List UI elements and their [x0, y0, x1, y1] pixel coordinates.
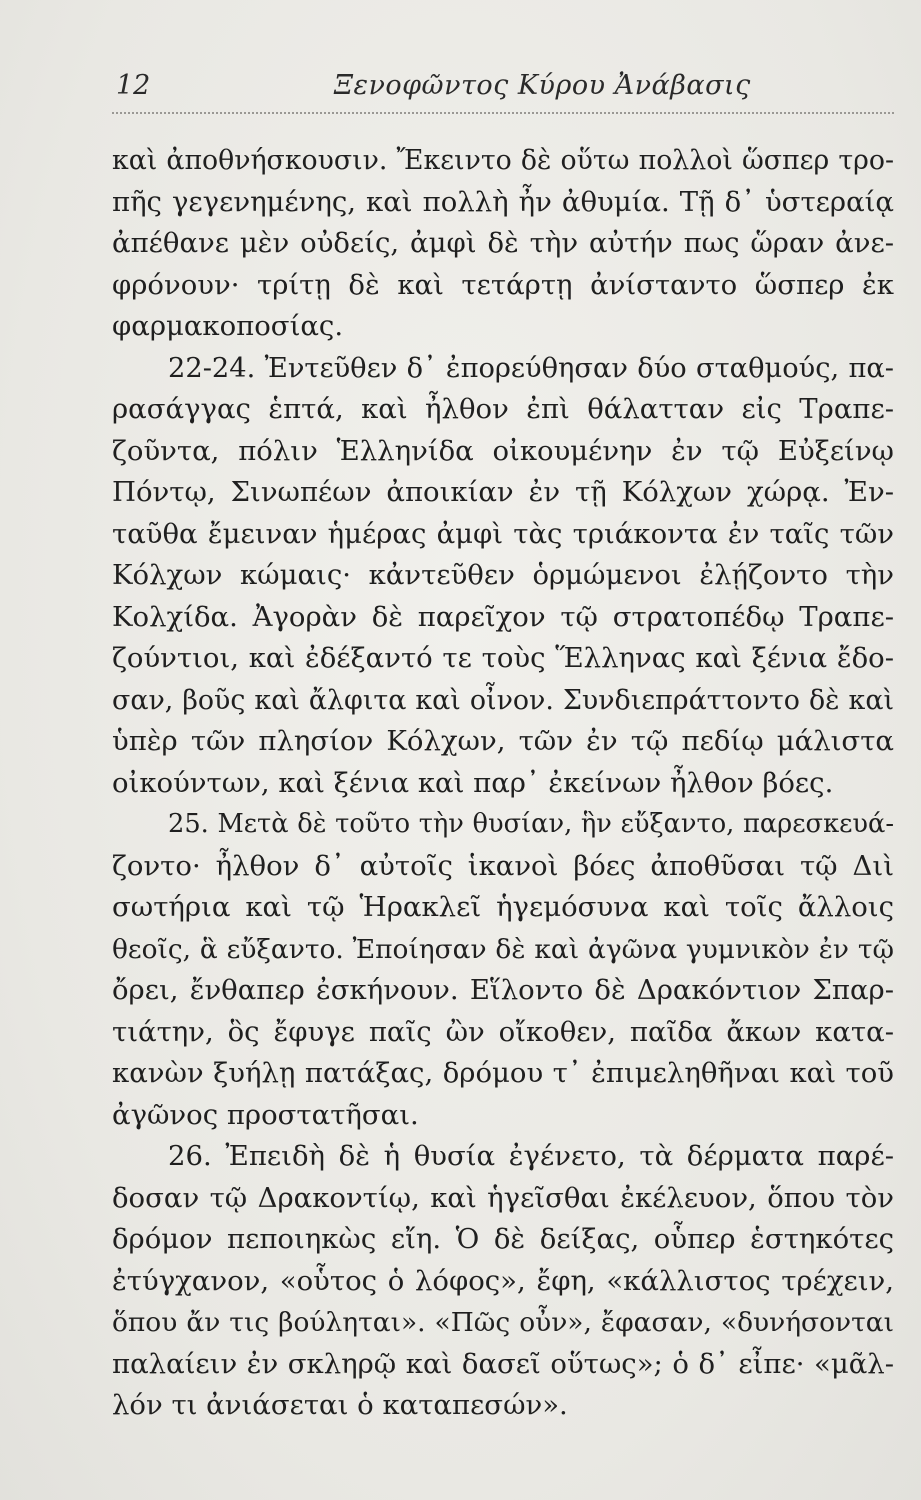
text-line: οἰκούντων, καὶ ξένια καὶ παρ᾽ ἐκείνων ἦλθον βόες.: [112, 766, 834, 799]
body-text: [112, 140, 894, 1427]
text-line: Κόλχων κώμαις· κἀντεῦθεν ὁρμώμενοι ἐλῄζοντο τὴν: [112, 559, 894, 591]
text-line: ζοῦντα, πόλιν Ἑλληνίδα οἰκουμένην ἐν τῷ Εὐξείνῳ: [112, 434, 894, 467]
text-line: θεοῖς, ἃ εὔξαντο. Ἐποίησαν δὲ καὶ ἀγῶνα γυμνικὸν ἐν τῷ: [112, 933, 894, 965]
text-line: φαρμακοποσίας.: [112, 310, 344, 342]
text-line: δρόμον πεποιηκὼς εἴη. Ὁ δὲ δείξας, οὗπερ ἑστηκότες: [112, 1223, 894, 1255]
text-line: ἀπέθανε μὲν οὐδείς, ἀμφὶ δὲ τὴν αὐτήν πως ὥραν ἀνε-: [112, 227, 894, 259]
text-line: τιάτην, ὃς ἔφυγε παῖς ὢν οἴκοθεν, παῖδα ἄκων κατα-: [112, 1015, 894, 1048]
text-line: Κολχίδα. Ἀγορὰν δὲ παρεῖχον τῷ στρατοπέδῳ Τραπε-: [112, 600, 894, 633]
page-number: 12: [116, 70, 151, 101]
text-line: δοσαν τῷ Δρακοντίῳ, καὶ ἡγεῖσθαι ἐκέλευον, ὅπου τὸν: [112, 1181, 894, 1214]
text-line: λόν τι ἀνιάσεται ὁ καταπεσών».: [112, 1389, 568, 1421]
text-line: φρόνουν· τρίτῃ δὲ καὶ τετάρτῃ ἀνίσταντο ὥσπερ ἐκ: [112, 268, 894, 301]
text-line: ὑπὲρ τῶν πλησίον Κόλχων, τῶν ἐν τῷ πεδίῳ μάλιστα: [112, 725, 894, 757]
text-line: ταῦθα ἔμειναν ἡμέρας ἀμφὶ τὰς τριάκοντα ἐν ταῖς τῶν: [112, 517, 894, 550]
text-line: πῆς γεγενημένης, καὶ πολλὴ ἦν ἀθυμία. Τῇ δ᾽ ὑστεραίᾳ: [112, 185, 894, 218]
page-header: [112, 62, 894, 114]
text-line: καὶ ἀποθνήσκουσιν. Ἔκειντο δὲ οὕτω πολλοὶ ὥσπερ τρο-: [112, 145, 894, 176]
text-line: κανὼν ξυήλῃ πατάξας, δρόμου τ᾽ ἐπιμεληθῆναι καὶ τοῦ: [112, 1057, 894, 1089]
paragraph-start-line: 26. Ἐπειδὴ δὲ ἡ θυσία ἐγένετο, τὰ δέρματα παρέ-: [168, 1140, 894, 1172]
text-line: ἀγῶνος προστατῆσαι.: [112, 1098, 419, 1131]
text-line: παλαίειν ἐν σκληρῷ καὶ δασεῖ οὕτως»; ὁ δ᾽ εἶπε· «μᾶλ-: [112, 1347, 894, 1380]
text-line: ζοντο· ἦλθον δ᾽ αὐτοῖς ἱκανοὶ βόες ἀποθῦσαι τῷ Διὶ: [112, 849, 894, 882]
text-line: ἐτύγχανον, «οὗτος ὁ λόφος», ἔφη, «κάλλιστος τρέχειν,: [112, 1264, 894, 1297]
text-line: ὅπου ἄν τις βούληται». «Πῶς οὖν», ἔφασαν, «δυνήσονται: [112, 1307, 894, 1338]
text-line: ζούντιοι, καὶ ἐδέξαντό τε τοὺς Ἕλληνας καὶ ξένια ἔδο-: [112, 642, 894, 674]
text-line: ὄρει, ἔνθαπερ ἐσκήνουν. Εἵλοντο δὲ Δρακόντιον Σπαρ-: [112, 974, 894, 1006]
paragraph-start-line: 22-24. Ἐντεῦθεν δ᾽ ἐπορεύθησαν δύο σταθμούς, πα-: [168, 352, 894, 384]
running-title: Ξενοφῶντος Κύρου Ἀνάβασις: [334, 70, 751, 101]
paragraph-start-line: 25. Μετὰ δὲ τοῦτο τὴν θυσίαν, ἣν εὔξαντο, παρεσκευά-: [168, 809, 894, 839]
text-line: σαν, βοῦς καὶ ἄλφιτα καὶ οἶνον. Συνδιεπράττοντο δὲ καὶ: [112, 684, 894, 716]
text-line: ρασάγγας ἑπτά, καὶ ἦλθον ἐπὶ θάλατταν εἰς Τραπε-: [112, 393, 894, 425]
text-line: Πόντῳ, Σινωπέων ἀποικίαν ἐν τῇ Κόλχων χώρᾳ. Ἐν-: [112, 476, 894, 508]
text-line: σωτήρια καὶ τῷ Ἡρακλεῖ ἡγεμόσυνα καὶ τοῖς ἄλλοις: [112, 891, 894, 923]
